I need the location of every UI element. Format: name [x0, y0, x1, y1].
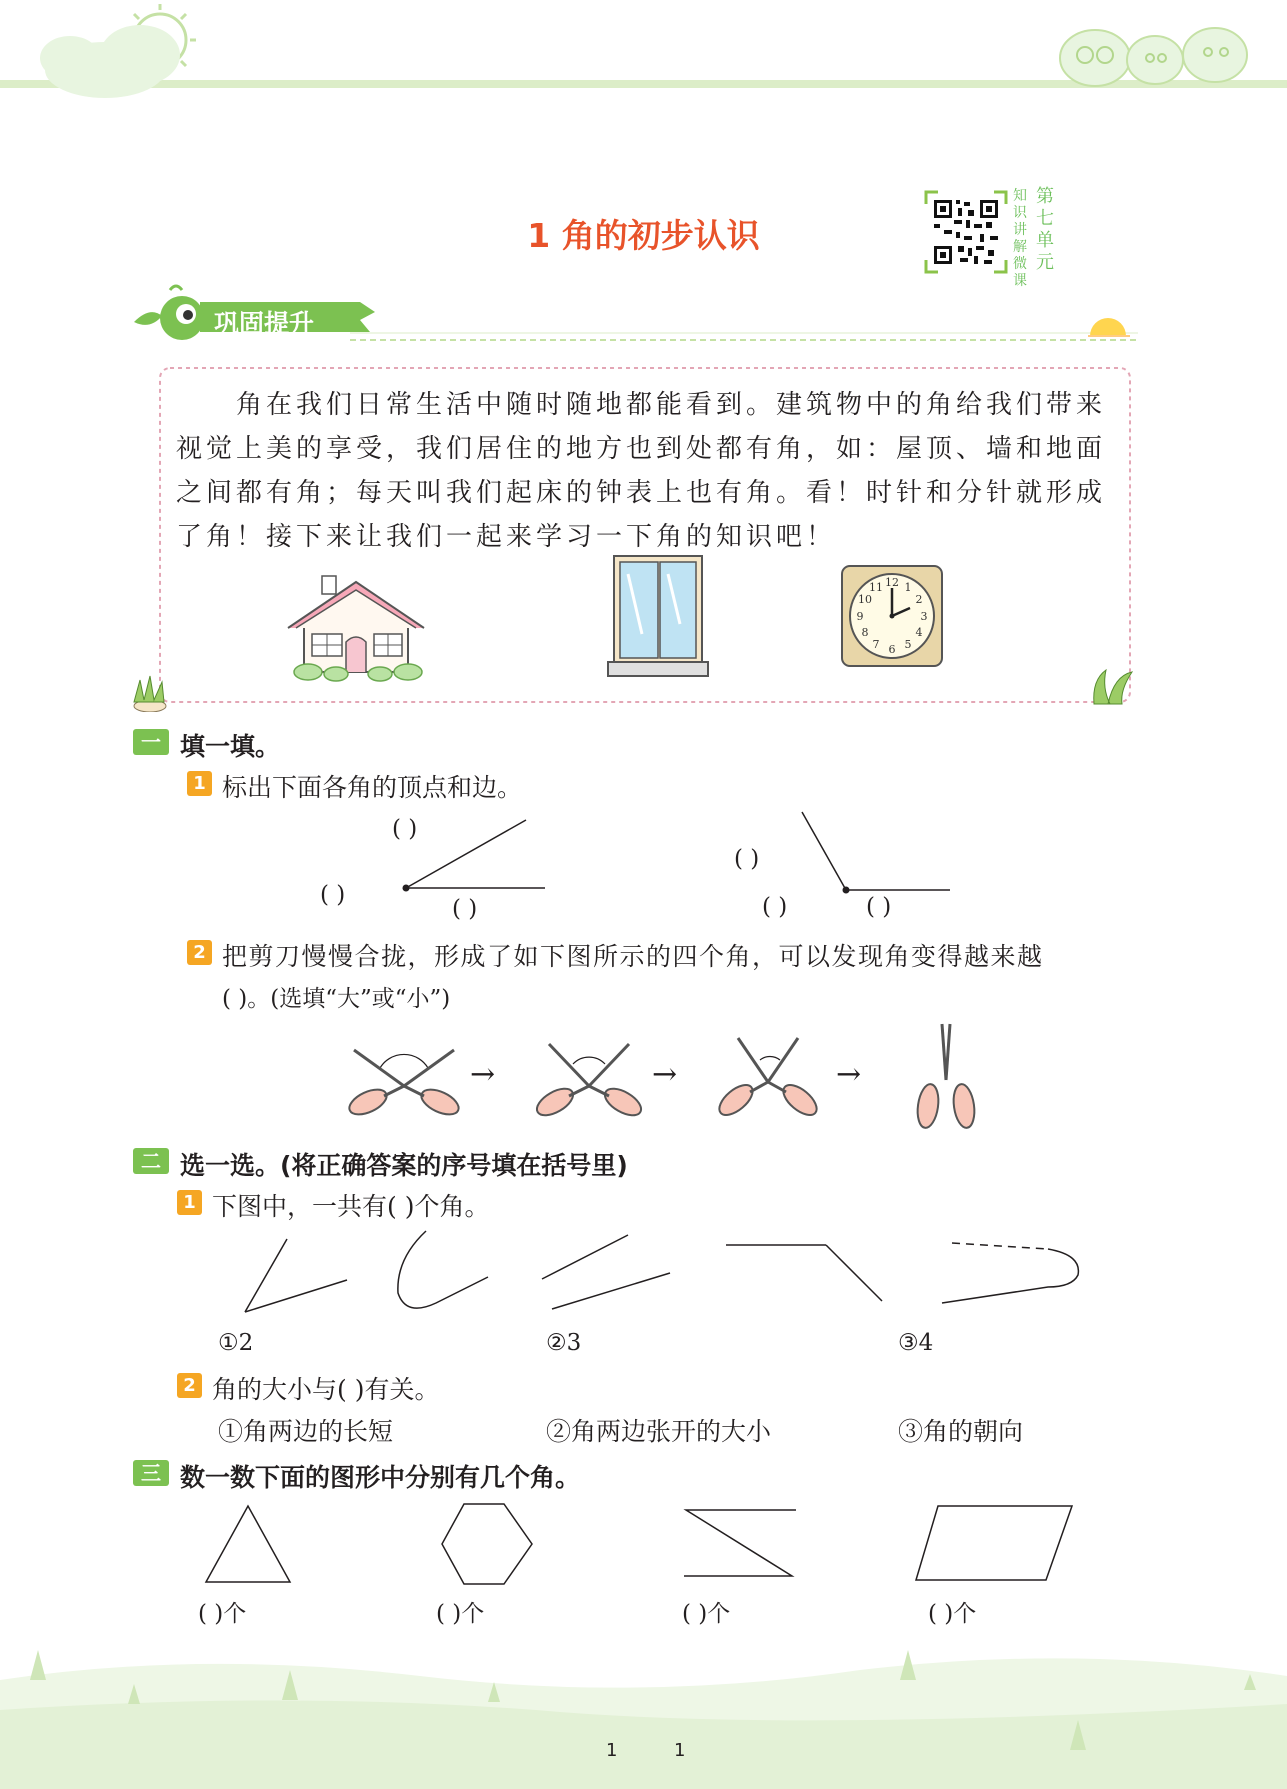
section-three-title: 数一数下面的图形中分别有几个角。 — [180, 1463, 581, 1492]
question-number: 2 — [187, 940, 212, 965]
angle-choices-figure — [230, 1225, 1100, 1325]
scissors-figure-3 — [708, 1034, 828, 1120]
angle-figure-2 — [796, 808, 956, 894]
answer-blank[interactable]: ( ) — [320, 882, 346, 908]
arrow: → — [470, 1057, 496, 1092]
intro-paragraph: 角在我们日常生活中随时随地都能看到。建筑物中的角给我们带来视觉上美的享受，我们居住的地方也到处都有角，如：屋顶、墙和地面之间都有角；每天叫我们起床的钟表上也有角。看！时针和分针就形成了角！接下来让我们一起来学习一下角的知识吧！ — [176, 390, 1107, 552]
question-text: 角的大小与( )有关。 — [212, 1375, 440, 1404]
answer-blank[interactable]: ( )个 — [928, 1601, 977, 1627]
section-three-badge: 三 — [133, 1460, 169, 1486]
scissors-figure-4 — [906, 1020, 986, 1132]
clock-number: 6 — [888, 643, 896, 656]
clock-number: 8 — [861, 626, 869, 639]
answer-blank[interactable]: ( ) — [392, 816, 418, 842]
option[interactable]: ②角两边张开的大小 — [546, 1417, 772, 1446]
qr-label: 知识讲解微课 — [1013, 188, 1027, 289]
answer-blank[interactable]: ( ) — [734, 846, 760, 872]
question-number: 1 — [187, 771, 212, 796]
question-number: 1 — [177, 1190, 202, 1215]
clock-number: 12 — [885, 576, 899, 589]
section-banner-label: 巩固提升 — [214, 309, 315, 338]
scissors-figure-2 — [525, 1038, 655, 1120]
section-two-badge: 二 — [133, 1148, 169, 1174]
answer-blank[interactable]: ( ) — [762, 894, 788, 920]
section-one-title: 填一填。 — [180, 732, 281, 761]
clock-number: 3 — [920, 610, 928, 623]
option[interactable]: ③角的朝向 — [898, 1417, 1024, 1446]
arrow: → — [836, 1057, 862, 1092]
angle-figure-1 — [400, 815, 550, 895]
grass-decoration-left — [128, 672, 188, 712]
scissors-figure-1 — [340, 1040, 470, 1120]
answer-blank[interactable]: ( )个 — [682, 1601, 731, 1627]
qr-code[interactable] — [924, 190, 1008, 274]
clock-number: 11 — [869, 581, 883, 594]
section-one-badge: 一 — [133, 729, 169, 755]
intro-text — [176, 383, 1116, 559]
window-illustration — [606, 554, 710, 680]
page-number: 1 — [606, 1740, 618, 1761]
page-number: 1 — [674, 1740, 686, 1761]
section-two-title: 选一选。(将正确答案的序号填在括号里) — [180, 1151, 628, 1180]
answer-blank[interactable]: ( ) — [452, 896, 478, 922]
clock-number: 9 — [856, 610, 864, 623]
answer-blank[interactable]: ( ) — [866, 894, 892, 920]
question-text-continued: ( )。(选填“大”或“小”) — [222, 986, 451, 1012]
page-title: 1 角的初步认识 — [527, 216, 760, 255]
shapes-figure — [200, 1500, 1080, 1590]
clock-number: 4 — [915, 626, 923, 639]
clock-number: 5 — [904, 638, 912, 651]
clock-number: 7 — [872, 638, 880, 651]
question-text: 下图中，一共有( )个角。 — [212, 1192, 490, 1221]
clock-number: 2 — [915, 593, 923, 606]
question-text: 把剪刀慢慢合拢，形成了如下图所示的四个角，可以发现角变得越来越 — [222, 942, 1044, 971]
unit-label: 第七单元 — [1036, 186, 1054, 273]
option[interactable]: ③4 — [898, 1330, 934, 1356]
clock-number: 1 — [904, 581, 912, 594]
answer-blank[interactable]: ( )个 — [198, 1601, 247, 1627]
option[interactable]: ①角两边的长短 — [218, 1417, 394, 1446]
option[interactable]: ①2 — [218, 1330, 254, 1356]
question-text: 标出下面各角的顶点和边。 — [222, 773, 523, 802]
house-illustration — [282, 572, 432, 682]
question-number: 2 — [177, 1373, 202, 1398]
top-decoration — [0, 0, 1287, 120]
arrow: → — [652, 1057, 678, 1092]
clock-number: 10 — [858, 593, 872, 606]
grass-decoration-right — [1088, 664, 1138, 708]
bottom-landscape — [0, 1640, 1287, 1789]
option[interactable]: ②3 — [546, 1330, 582, 1356]
answer-blank[interactable]: ( )个 — [436, 1601, 485, 1627]
clock-illustration — [840, 564, 944, 668]
